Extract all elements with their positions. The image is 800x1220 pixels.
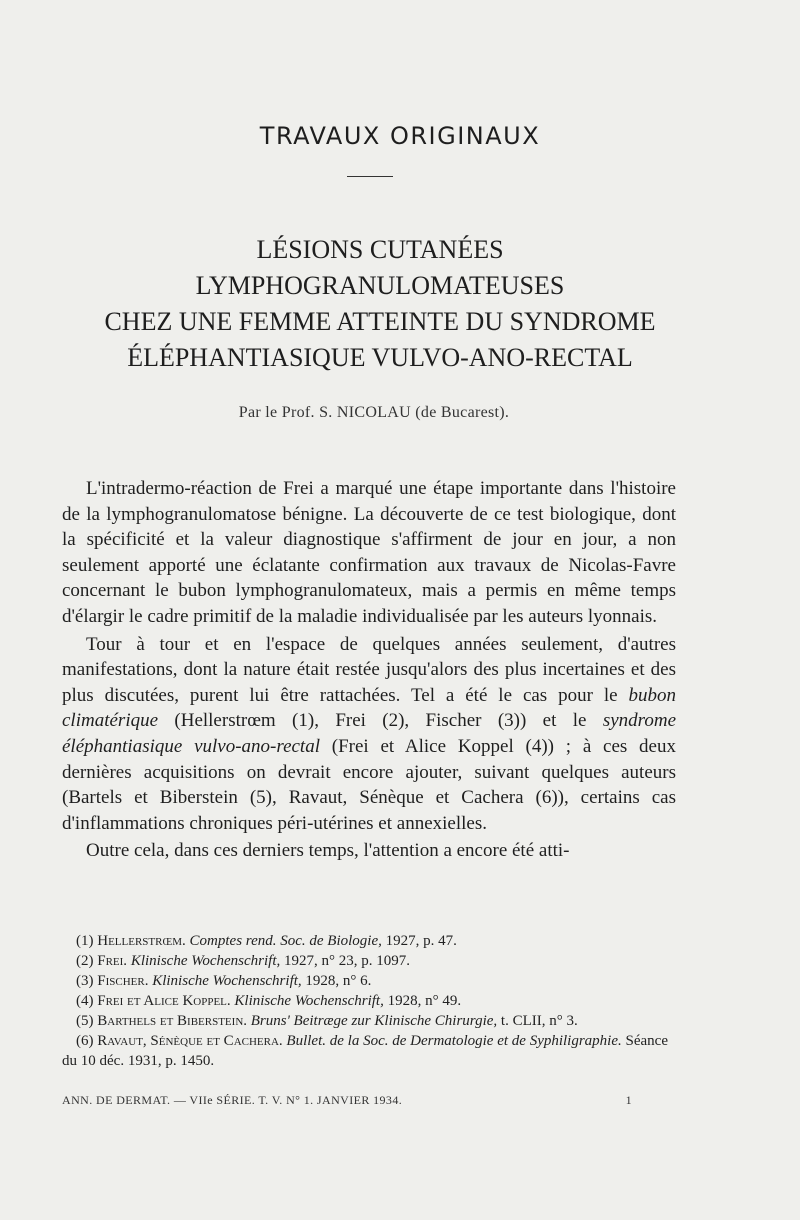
footnote-author: Frei. — [97, 953, 128, 969]
footnote-work: Bullet. de la Soc. de Dermatologie et de Syphiligraphie. — [286, 1033, 622, 1049]
italic-term: syndrome éléphantiasique vulvo-ano-rectal — [62, 710, 676, 757]
footnote — [62, 971, 676, 991]
footnote-author: Frei et Alice Koppel. — [97, 993, 231, 1009]
footnote-number: (3) — [76, 973, 94, 989]
paragraph-text: (Frei et Alice Koppel (4)) ; à ces deux dernières acquisitions on devrait encore ajouter, suivant quelques auteurs (Bartels et Biberstein (5), Ravaut, Sénèque et Cachera (6)), certains cas d'inflammations chroniques péri-utérines et annexielles. — [62, 735, 676, 834]
footnote-ref: 1927, p. 47. — [381, 933, 457, 949]
footnote-ref: Séance du 10 déc. 1931, p. 1450. — [62, 1033, 668, 1069]
paragraph-text: (Hellerstrœm (1), Frei (2), Fischer (3)) et le — [158, 710, 603, 732]
footnote-work: Comptes rend. Soc. de Biologie, — [189, 933, 382, 949]
footnote-number: (2) — [76, 953, 94, 969]
footnote — [62, 1011, 676, 1031]
heading-rule — [347, 176, 393, 177]
author-byline: Par le Prof. S. NICOLAU (de Bucarest). — [238, 404, 510, 421]
title-line: LYMPHOGRANULOMATEUSES — [195, 271, 565, 300]
page-number: 1 — [625, 1093, 632, 1107]
footnote-ref: 1928, n° 49. — [383, 993, 462, 1009]
footnote-work: Klinische Wochenschrift, — [130, 953, 281, 969]
footnote-ref: 1928, n° 6. — [301, 973, 372, 989]
footnote-ref: 1927, n° 23, p. 1097. — [280, 953, 410, 969]
footnote-number: (4) — [76, 993, 94, 1009]
italic-term: bubon climatérique — [62, 684, 676, 732]
footnote-author: Ravaut, Sénèque et Cachera. — [97, 1033, 283, 1049]
paragraph: L'intradermo-réaction de Frei a marqué une étape importante dans l'histoire de la lymphogranulomatose bénigne. La découverte de ce test biologique, dont la spécificité et la valeur diagnostique s'affirment de jour en jour, a non seulement apporté une éclatante confirmation aux travaux de Nicolas-Favre concernant le bubon lymphogranulomateux, mais a permis en même temps d'élargir le cadre primitif de la maladie individualisée par les auteurs lyonnais. — [62, 478, 676, 627]
footnote — [62, 991, 676, 1011]
footnote-author: Hellerstrœm. — [97, 933, 186, 949]
journal-reference: ANN. DE DERMAT. — VIIe SÉRIE. T. V. N° 1. JANVIER 1934. — [62, 1093, 403, 1107]
footnote-ref: t. CLII, n° 3. — [497, 1013, 578, 1029]
footnote — [62, 1031, 676, 1071]
paragraph-text: Tour à tour et en l'espace de quelques années seulement, d'autres manifestations, dont la nature était restée jusqu'alors des plus incertaines et des plus discutées, purent lui être rattachées. Tel a été le cas pour le — [62, 633, 676, 706]
title-line: ÉLÉPHANTIASIQUE VULVO-ANO-RECTAL — [127, 343, 633, 372]
footnote-author: Fischer. — [97, 973, 149, 989]
footnote — [62, 931, 676, 951]
footnote-number: (5) — [76, 1013, 94, 1029]
footnote-number: (1) — [76, 933, 94, 949]
footnote — [62, 951, 676, 971]
paragraph: Outre cela, dans ces derniers temps, l'attention a encore été atti- — [86, 840, 570, 862]
footnote-number: (6) — [76, 1033, 94, 1049]
title-line: CHEZ UNE FEMME ATTEINTE DU SYNDROME — [104, 307, 656, 336]
page-footer — [62, 1093, 632, 1108]
footnote-work: Klinische Wochenschrift, — [152, 973, 302, 989]
footnote-author: Barthels et Biberstein. — [97, 1013, 248, 1029]
article-title — [0, 232, 760, 376]
section-heading: TRAVAUX ORIGINAUX — [259, 122, 541, 150]
footnotes — [62, 931, 676, 1071]
footnote-work: Bruns' Beitræge zur Klinische Chirurgie, — [250, 1013, 498, 1029]
title-line: LÉSIONS CUTANÉES — [256, 235, 504, 264]
paragraph — [62, 632, 676, 837]
footnote-work: Klinische Wochenschrift, — [234, 993, 384, 1009]
article-body — [62, 476, 676, 864]
